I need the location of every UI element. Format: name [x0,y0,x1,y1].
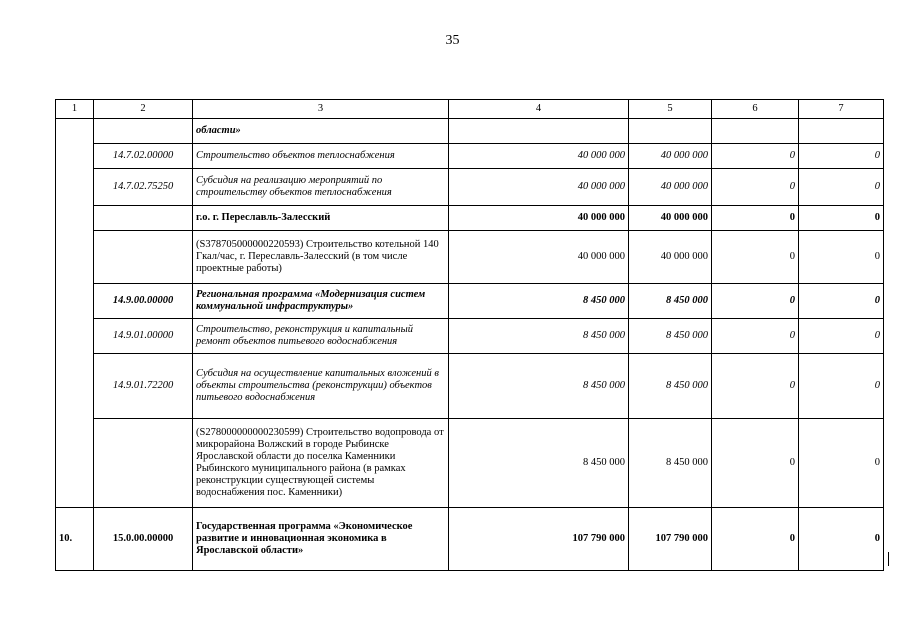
amount-cell: 40 000 000 [449,231,629,284]
code-cell: 14.7.02.00000 [94,144,193,169]
code-cell [94,206,193,231]
code-cell [94,231,193,284]
amount-cell: 0 [799,354,884,419]
amount-cell: 0 [712,354,799,419]
amount-cell: 8 450 000 [449,319,629,354]
code-cell [94,419,193,508]
amount-cell: 0 [712,206,799,231]
amount-cell: 0 [712,169,799,206]
header-cell: 3 [193,100,449,119]
code-cell: 14.7.02.75250 [94,169,193,206]
code-cell: 14.9.00.00000 [94,284,193,319]
amount-cell: 0 [799,319,884,354]
amount-cell [799,119,884,144]
amount-cell: 8 450 000 [629,319,712,354]
header-row [56,100,884,119]
header-cell: 7 [799,100,884,119]
header-cell: 4 [449,100,629,119]
amount-cell: 40 000 000 [629,206,712,231]
amount-cell: 40 000 000 [629,231,712,284]
amount-cell: 0 [712,319,799,354]
amount-cell: 107 790 000 [629,508,712,571]
header-cell: 5 [629,100,712,119]
table-row [56,319,884,354]
amount-cell: 0 [712,144,799,169]
table-row [56,206,884,231]
amount-cell: 40 000 000 [449,144,629,169]
amount-cell: 8 450 000 [449,419,629,508]
amount-cell [629,119,712,144]
row-number-cell: 10. [56,508,94,571]
name-cell: (S378705000000220593) Строительство котельной 140 Гкал/час, г. Переславль-Залесский (в том числе проектные работы) [193,231,449,284]
row-number-cell [56,119,94,508]
name-cell: области» [193,119,449,144]
name-cell: Государственная программа «Экономическое развитие и инновационная экономика в Ярославской области» [193,508,449,571]
amount-cell: 8 450 000 [449,284,629,319]
code-cell: 14.9.01.72200 [94,354,193,419]
amount-cell: 0 [799,419,884,508]
amount-cell: 0 [712,508,799,571]
amount-cell: 8 450 000 [629,419,712,508]
amount-cell: 0 [799,206,884,231]
name-cell: (S278000000000230599) Строительство водопровода от микрорайона Волжский в городе Рыбинске Ярославской области до поселка Каменники Рыбинского муниципального района (в рамках реконструкции существующей системы водоснабжения пос. Каменники) [193,419,449,508]
header-cell: 1 [56,100,94,119]
name-cell: г.о. г. Переславль-Залесский [193,206,449,231]
name-cell: Региональная программа «Модернизация систем коммунальной инфраструктуры» [193,284,449,319]
amount-cell: 40 000 000 [449,169,629,206]
amount-cell: 0 [712,231,799,284]
amount-cell: 40 000 000 [629,169,712,206]
amount-cell: 8 450 000 [629,284,712,319]
table-row [56,354,884,419]
table-row [56,144,884,169]
code-cell: 15.0.00.00000 [94,508,193,571]
table-row [56,284,884,319]
page-number: 35 [445,33,460,48]
name-cell: Строительство, реконструкция и капитальный ремонт объектов питьевого водоснабжения [193,319,449,354]
table-row [56,169,884,206]
name-cell: Строительство объектов теплоснабжения [193,144,449,169]
amount-cell: 0 [799,231,884,284]
code-cell: 14.9.01.00000 [94,319,193,354]
table-row [56,231,884,284]
header-cell: 2 [94,100,193,119]
code-cell [94,119,193,144]
amount-cell: 0 [799,169,884,206]
amount-cell: 8 450 000 [449,354,629,419]
amount-cell: 0 [712,284,799,319]
budget-table [55,99,884,571]
table-row [56,508,884,571]
name-cell: Субсидия на реализацию мероприятий по строительству объектов теплоснабжения [193,169,449,206]
name-cell: Субсидия на осуществление капитальных вложений в объекты строительства (реконструкции) объектов питьевого водоснабжения [193,354,449,419]
amount-cell: 107 790 000 [449,508,629,571]
amount-cell [712,119,799,144]
scan-edge-mark [888,552,889,566]
table-row [56,419,884,508]
amount-cell: 0 [799,508,884,571]
amount-cell: 8 450 000 [629,354,712,419]
amount-cell: 40 000 000 [449,206,629,231]
header-cell: 6 [712,100,799,119]
table-row [56,119,884,144]
amount-cell: 0 [799,144,884,169]
amount-cell: 0 [712,419,799,508]
amount-cell: 40 000 000 [629,144,712,169]
amount-cell: 0 [799,284,884,319]
amount-cell [449,119,629,144]
